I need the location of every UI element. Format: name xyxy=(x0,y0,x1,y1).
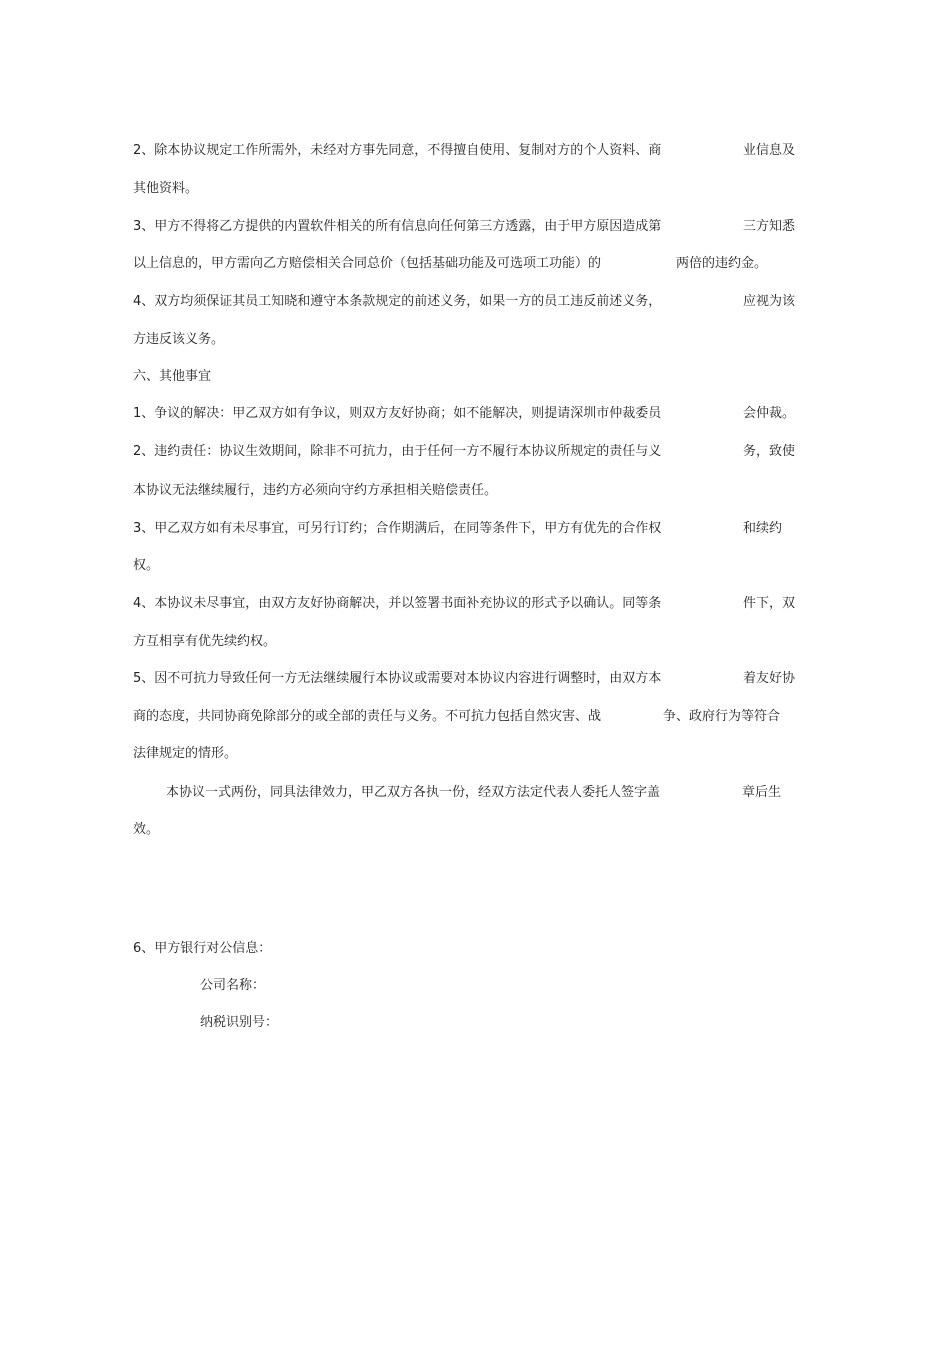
company-name-label-text: 公司名称： xyxy=(200,978,266,993)
clause-4-line-2 xyxy=(133,332,224,348)
clause-4-line-2-text: 方违反该义务。 xyxy=(133,332,225,347)
item-5-line-1-tail: 着友好协 xyxy=(743,671,796,686)
clause-2-line-1-text: 2、除本协议规定工作所需外，未经对方事先同意，不得擅自使用、复制对方的个人资料、商 xyxy=(133,143,662,158)
section-6-heading xyxy=(133,369,211,385)
tax-id-label-text: 纳税识别号： xyxy=(200,1015,279,1030)
item-2-line-2-text: 本协议无法继续履行，违约方必须向守约方承担相关赔偿责任。 xyxy=(133,483,498,498)
item-2-line-2 xyxy=(133,483,497,499)
clause-3-line-1-text: 3、甲方不得将乙方提供的内置软件相关的所有信息向任何第三方透露，由于甲方原因造成第 xyxy=(133,219,662,234)
bank-info-heading xyxy=(133,941,271,957)
clause-2-line-2 xyxy=(133,181,198,197)
bank-info-heading-text: 6、甲方银行对公信息： xyxy=(133,941,272,956)
item-2-line-1-tail: 务，致使 xyxy=(743,444,796,459)
item-5-line-2-tail: 争、政府行为等符合 xyxy=(663,709,781,724)
clause-4-line-1-tail: 应视为该 xyxy=(743,294,796,309)
closing-line-2 xyxy=(133,822,159,838)
item-3-line-2 xyxy=(133,558,159,574)
clause-2-line-1-tail: 业信息及 xyxy=(743,143,796,158)
item-4-line-2-text: 方互相享有优先续约权。 xyxy=(133,634,277,649)
clause-4-line-1-text: 4、双方均须保证其员工知晓和遵守本条款规定的前述义务，如果一方的员工违反前述义务， xyxy=(133,294,662,309)
clause-3-line-2-tail: 两倍的违约金。 xyxy=(676,256,768,271)
item-1-line-1-text: 1、争议的解决：甲乙双方如有争议，则双方友好协商；如不能解决，则提请深圳市仲裁委员 xyxy=(133,406,662,421)
clause-2-line-2-text: 其他资料。 xyxy=(133,181,199,196)
item-3-line-1-text: 3、甲乙双方如有未尽事宜，可另行订约；合作期满后，在同等条件下，甲方有优先的合作权 xyxy=(133,521,662,536)
item-5-line-3-text: 法律规定的情形。 xyxy=(133,746,238,761)
closing-line-1-tail: 章后生 xyxy=(742,785,782,800)
item-5-line-1-text: 5、因不可抗力导致任何一方无法继续履行本协议或需要对本协议内容进行调整时，由双方本 xyxy=(133,671,662,686)
clause-3-line-2-text: 以上信息的，甲方需向乙方赔偿相关合同总价（包括基础功能及可选项工功能）的 xyxy=(133,256,602,271)
item-3-line-1-tail: 和续约 xyxy=(743,521,783,536)
item-5-line-2-text: 商的态度，共同协商免除部分的或全部的责任与义务。不可抗力包括自然灾害、战 xyxy=(133,709,602,724)
item-4-line-1-text: 4、本协议未尽事宜，由双方友好协商解决，并以签署书面补充协议的形式予以确认。同等条 xyxy=(133,596,662,611)
clause-3-line-1-tail: 三方知悉 xyxy=(743,219,796,234)
closing-line-1-text: 本协议一式两份，同具法律效力，甲乙双方各执一份，经双方法定代表人委托人签字盖 xyxy=(166,785,661,800)
item-3-line-2-text: 权。 xyxy=(133,558,160,573)
section-6-heading-text: 六、其他事宜 xyxy=(133,369,212,384)
item-1-line-1-tail: 会仲裁。 xyxy=(743,406,796,421)
closing-line-2-text: 效。 xyxy=(133,822,160,837)
item-2-line-1-text: 2、违约责任：协议生效期间，除非不可抗力，由于任何一方不履行本协议所规定的责任与义 xyxy=(133,444,662,459)
tax-id-label xyxy=(200,1015,278,1031)
item-5-line-3 xyxy=(133,746,237,762)
item-4-line-1-tail: 件下，双 xyxy=(743,596,796,611)
company-name-label xyxy=(200,978,265,994)
item-4-line-2 xyxy=(133,634,276,650)
